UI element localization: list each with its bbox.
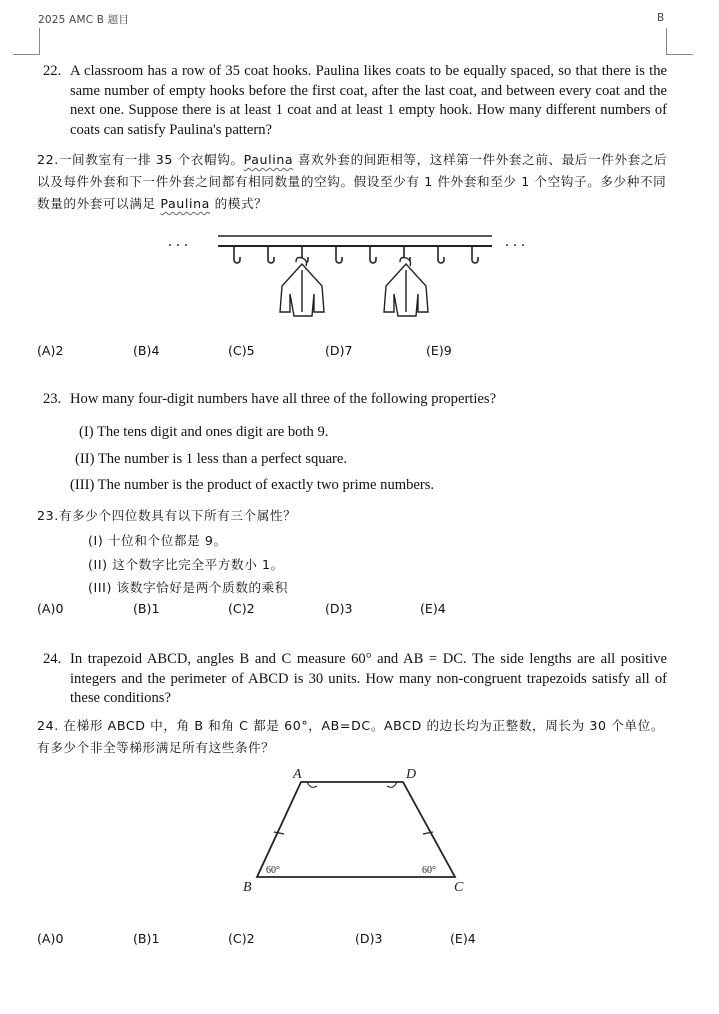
hook [336,246,342,263]
angle-label-b: 60° [266,865,280,876]
q22-chinese-name2: Paulina [160,196,210,211]
trapezoid-figure [230,762,480,897]
tick-mark-ab [274,832,284,834]
q24-chinese: 24. 在梯形 ABCD 中，角 B 和角 C 都是 60°，AB=DC。ABCD 的边长均为正整数，周长为 30 个单位。有多少个非全等梯形满足所有这些条件？ [37,718,665,755]
coat-1 [280,258,324,317]
q24-number: 24. [43,651,62,667]
q23-english-text: How many four-digit numbers have all three of the following properties? [70,391,497,407]
q23-property-2: (II) The number is 1 less than a perfect square. [75,451,348,467]
q22-chinese-name: Paulina [243,152,294,167]
q22-english [43,62,667,140]
q24-option-c[interactable]: (C)2 [228,931,255,946]
q23-option-b[interactable]: (B)1 [133,601,160,616]
hook [234,246,240,263]
dots-right: . . . [505,233,525,250]
q22-chinese-part1: 22.一间教室有一排 35 个衣帽钩。 [37,152,244,167]
vertex-label-d: D [406,767,417,782]
vertex-label-b: B [243,880,252,895]
angle-label-c: 60° [422,865,436,876]
q23-option-e[interactable]: (E)4 [420,601,446,616]
q23-options [37,601,677,619]
coat-hooks-figure [150,224,550,324]
q23-option-c[interactable]: (C)2 [228,601,255,616]
q23-number: 23. [43,391,62,407]
q24-option-a[interactable]: (A)0 [37,931,64,946]
q22-number: 22. [43,63,62,79]
hook [268,246,274,263]
q24-english-text: In trapezoid ABCD, angles B and C measure 60° and AB = DC. The side lengths are all positive integers and the perimeter of ABCD is 30 units. How many non-congruent trapezoids satisfy all of these conditions? [70,651,667,706]
hooks [234,246,478,263]
page-header-title: 2025 AMC B 题目 [38,14,130,26]
q23-english [43,390,667,410]
coat-2 [384,258,428,317]
q24-english [43,650,667,709]
trapezoid-svg [230,762,480,897]
q23-chinese-property-1: (I) 十位和个位都是 9。 [88,533,227,548]
vertex-label-a: A [293,767,302,782]
q23-chinese-property-2: (II) 这个数字比完全平方数小 1。 [88,557,284,572]
q22-option-a[interactable]: (A)2 [37,343,64,358]
q22-option-e[interactable]: (E)9 [426,343,452,358]
q24-options [37,931,677,949]
q24-option-b[interactable]: (B)1 [133,931,160,946]
trapezoid-shape [257,782,455,877]
dots-left: . . . [168,233,188,250]
q22-chinese [37,149,677,215]
q23-chinese-property-3: (III) 该数字恰好是两个质数的乘积 [88,580,289,595]
corner-mark-left [13,28,40,55]
q22-option-d[interactable]: (D)7 [325,343,353,358]
q24-option-e[interactable]: (E)4 [450,931,476,946]
q23-option-a[interactable]: (A)0 [37,601,64,616]
q22-options [37,343,677,361]
vertex-label-c: C [454,880,464,895]
hook [472,246,478,263]
q24-option-d[interactable]: (D)3 [355,931,383,946]
hook [438,246,444,263]
q23-property-1: (I) The tens digit and ones digit are both 9. [79,424,329,440]
q23-option-d[interactable]: (D)3 [325,601,353,616]
q23-chinese: 23.有多少个四位数具有以下所有三个属性？ [37,508,297,523]
q22-chinese-part2: 喜欢外套的间距相等，这样第一件外套之前、最后一件外套之后以及每件外套和下一件外套之间都有相同数量的空钩。假设至少有 1 件外套和至少 1 个空钩子。多少种不同数量的外套可以满足 [37,152,668,211]
q22-option-b[interactable]: (B)4 [133,343,160,358]
page-header-mark: B [657,12,665,24]
q22-english-text: A classroom has a row of 35 coat hooks. Paulina likes coats to be equally spaced, so that there is the same number of empty hooks before the first coat, after the last coat, and between every coat and the next one. Suppose there is at least 1 coat and at least 1 empty hook. How many different numbers of coats can satisfy Paulina's pattern? [70,63,667,138]
corner-mark-right [666,28,693,55]
q22-option-c[interactable]: (C)5 [228,343,255,358]
coat-hooks-svg [150,224,550,324]
hook [370,246,376,263]
q23-property-3: (III) The number is the product of exactly two prime numbers. [70,477,435,493]
q22-chinese-part3: 的模式？ [209,196,268,211]
